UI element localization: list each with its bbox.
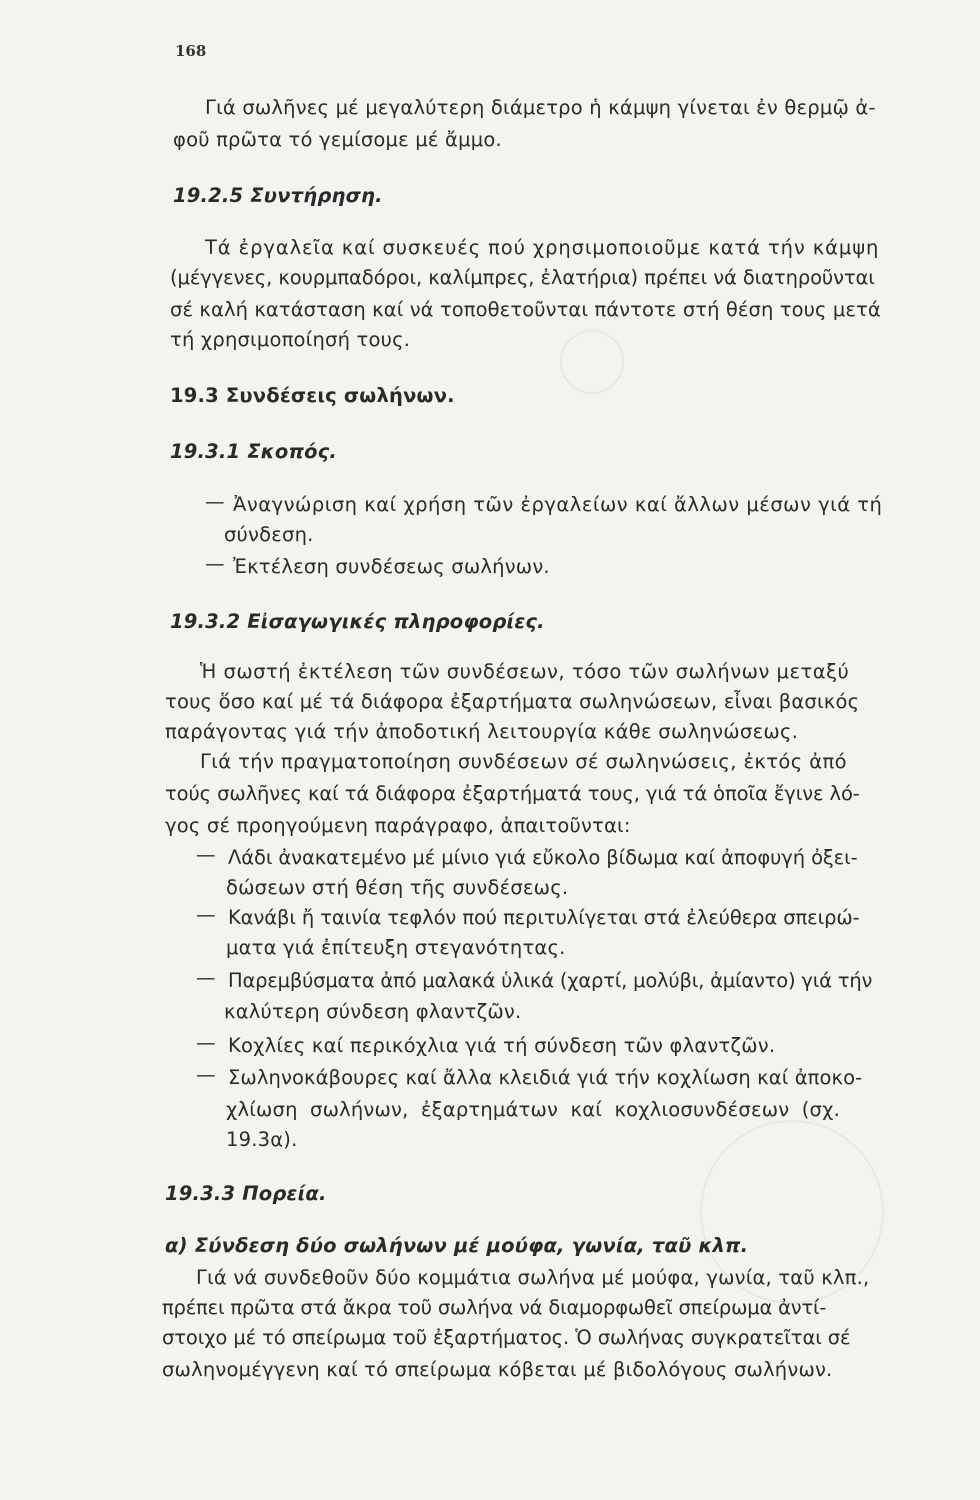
section-heading: 19.3.1 Σκοπός. (170, 440, 338, 463)
list-item-text: Κανάβι ἤ ταινία τεφλόν πού περιτυλίγεται στά ἐλεύθερα σπειρώ- (228, 906, 860, 929)
text-line: τους ὅσο καί μέ τά διάφορα ἐξαρτήματα σωληνώσεων, εἶναι βασικός (165, 690, 860, 713)
section-heading: 19.3.2 Εἰσαγωγικές πληροφορίες. (170, 610, 545, 633)
section-heading: 19.2.5 Συντήρηση. (173, 184, 383, 207)
text-line: γος σέ προηγούμενη παράγραφο, ἀπαιτοῦνται: (165, 814, 631, 837)
text-line: Ἡ σωστή ἐκτέλεση τῶν συνδέσεων, τόσο τῶν σωλήνων μεταξύ (200, 660, 850, 683)
subsection-heading: α) Σύνδεση δύο σωλήνων μέ μούφα, γωνία, ταῦ κλπ. (165, 1234, 749, 1257)
list-item-text: ματα γιά ἐπίτευξη στεγανότητας. (226, 936, 566, 959)
list-item-text: Σωληνοκάβουρες καί ἄλλα κλειδιά γιά τήν κοχλίωση καί ἀποκο- (228, 1066, 863, 1089)
text-line: (μέγγενες, κουρμπαδόροι, καλίμπρες, ἐλατήρια) πρέπει νά διατηροῦνται (170, 266, 875, 289)
list-item-text: Παρεμβύσματα ἀπό μαλακά ὑλικά (χαρτί, μολύβι, ἀμίαντο) γιά τήν (228, 969, 873, 992)
dash-bullet: — (205, 490, 225, 513)
dash-bullet: — (196, 966, 216, 989)
dash-bullet: — (196, 843, 216, 866)
dash-bullet: — (196, 903, 216, 926)
dash-bullet: — (205, 552, 225, 575)
list-item-text: δώσεων στή θέση τῆς συνδέσεως. (226, 876, 569, 899)
list-item-text: Ἐκτέλεση συνδέσεως σωλήνων. (233, 555, 550, 578)
section-heading: 19.3.3 Πορεία. (165, 1182, 327, 1205)
page-number: 168 (175, 42, 207, 60)
text-line: τή χρησιμοποίησή τους. (170, 328, 411, 351)
text-line: στοιχο μέ τό σπείρωμα τοῦ ἐξαρτήματος. Ὁ σωλήνας συγκρατεῖται σέ (162, 1326, 851, 1349)
text-line: τούς σωλῆνες καί τά διάφορα ἐξαρτήματά τους, γιά τά ὁποῖα ἔγινε λό- (165, 782, 860, 805)
text-line: παράγοντας γιά τήν ἀποδοτική λειτουργία κάθε σωληνώσεως. (165, 720, 799, 743)
list-item-text: Ἀναγνώριση καί χρήση τῶν ἐργαλείων καί ἄλλων μέσων γιά τή (233, 493, 883, 516)
text-line: Γιά τήν πραγματοποίηση συνδέσεων σέ σωληνώσεις, ἐκτός ἀπό (200, 750, 847, 773)
list-item-text: Λάδι ἀνακατεμένο μέ μίνιο γιά εὔκολο βίδωμα καί ἀποφυγή ὀξει- (228, 846, 858, 869)
list-item-text: σύνδεση. (224, 523, 314, 546)
text-line: σέ καλή κατάσταση καί νά τοποθετοῦνται πάντοτε στή θέση τους μετά (170, 298, 881, 321)
text-line: πρέπει πρῶτα στά ἄκρα τοῦ σωλήνα νά διαμορφωθεῖ σπείρωμα ἀντί- (162, 1296, 827, 1319)
list-item-text: καλύτερη σύνδεση φλαντζῶν. (224, 1000, 522, 1023)
text-line: σωληνομέγγενη καί τό σπείρωμα κόβεται μέ βιδολόγους σωλήνων. (162, 1358, 833, 1381)
dash-bullet: — (196, 1063, 216, 1086)
text-line: Γιά νά συνδεθοῦν δύο κομμάτια σωλήνα μέ μούφα, γωνία, ταῦ κλπ., (196, 1266, 870, 1289)
text-line (205, 96, 963, 120)
section-heading: 19.3 Συνδέσεις σωλήνων. (170, 384, 455, 407)
text-line-content: Γιά σωλῆνες μέ μεγαλύτερη διάμετρο ἡ κάμψη γίνεται ἐν θερμῷ ἀ- (205, 96, 876, 119)
text-line: φοῦ πρῶτα τό γεμίσομε μέ ἄμμο. (173, 128, 502, 151)
list-item-text: Κοχλίες καί περικόχλια γιά τή σύνδεση τῶν φλαντζῶν. (228, 1034, 776, 1057)
list-item-text: 19.3α). (226, 1128, 298, 1151)
list-item-text: χλίωση σωλήνων, ἐξαρτημάτων καί κοχλιοσυνδέσεων (σχ. (226, 1098, 840, 1121)
bleed-through-circle (560, 330, 624, 394)
text-line: Τά ἐργαλεῖα καί συσκευές πού χρησιμοποιοῦμε κατά τήν κάμψη (205, 236, 880, 259)
dash-bullet: — (196, 1031, 216, 1054)
